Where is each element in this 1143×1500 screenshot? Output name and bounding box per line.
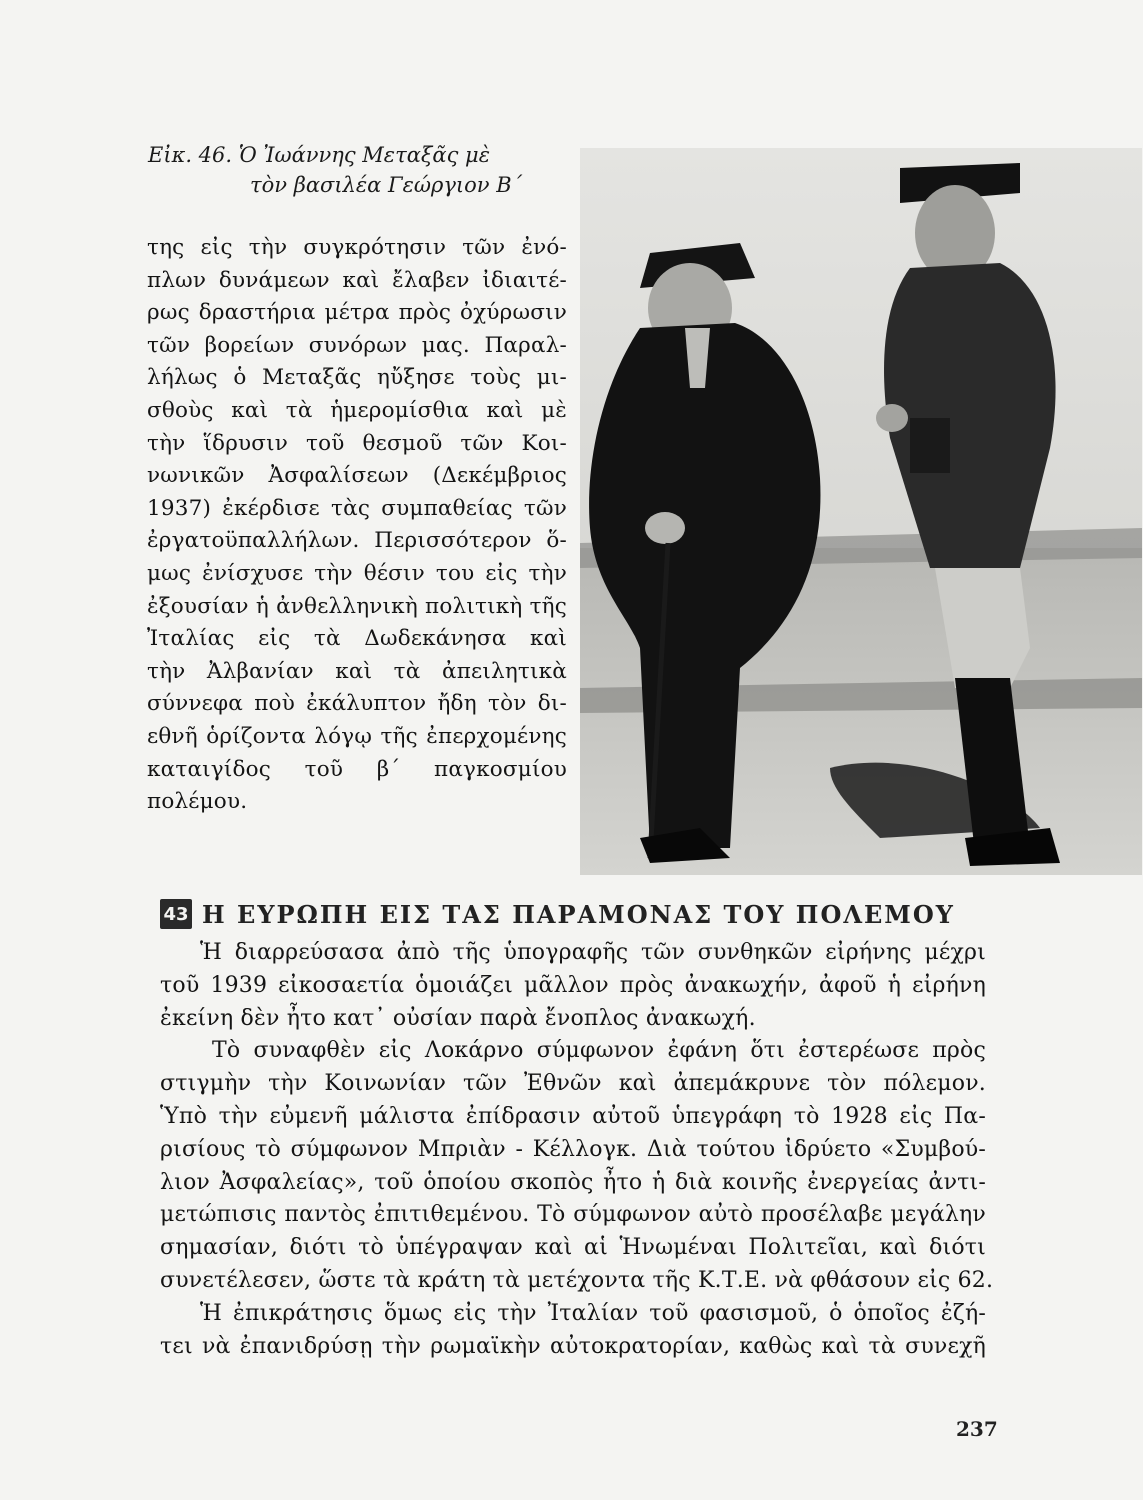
body-line: τοῦ 1939 εἰκοσαετία ὁμοιάζει μᾶλλον πρὸς ἀνακωχήν, ἀφοῦ ἡ εἰρήνη [160, 972, 986, 998]
column-text [147, 232, 567, 819]
caption-label: Εἰκ. 46. [148, 143, 233, 167]
column-line: 1937) ἐκέρδισε τὰς συμπαθείας τῶν [147, 495, 567, 521]
body-line: λιον Ἀσφαλείας», τοῦ ὁποίου σκοπὸς ἦτο ἡ διὰ κοινῆς ἐνεργείας ἀντι- [160, 1169, 986, 1195]
body-line: στιγμὴν τὴν Κοινωνίαν τῶν Ἐθνῶν καὶ ἀπεμάκρυνε τὸν πόλεμον. [160, 1071, 986, 1097]
body-line: Τὸ συναφθὲν εἰς Λοκάρνο σύμφωνον ἐφάνη ὅτι ἐστερέωσε πρὸς [212, 1038, 986, 1064]
figure-caption [148, 140, 568, 200]
body-text [160, 937, 994, 1363]
section-number-badge: 43 [160, 899, 192, 929]
body-line: Ἡ ἐπικράτησις ὅμως εἰς τὴν Ἰταλίαν τοῦ φασισμοῦ, ὁ ὁποῖος ἐζή- [200, 1300, 986, 1326]
body-line: ρισίους τὸ σύμφωνον Μπριὰν - Κέλλογκ. Διὰ τούτου ἱδρύετο «Συμβού- [160, 1136, 986, 1162]
body-line: τει νὰ ἐπανιδρύσῃ τὴν ρωμαϊκὴν αὐτοκρατορίαν, καθὼς καὶ τὰ συνεχῆ [160, 1333, 986, 1359]
caption-line-2: τὸν βασιλέα Γεώργιον Β΄ [250, 173, 523, 197]
caption-line-1: Ὁ Ἰωάννης Μεταξᾶς μὲ [238, 143, 490, 167]
column-line: ἐργατοϋπαλλήλων. Περισσότερον ὅ- [147, 528, 567, 554]
photo-illustration [580, 148, 1142, 875]
body-line: Ὑπὸ τὴν εὐμενῆ μάλιστα ἐπίδρασιν αὐτοῦ ὑπεγράφη τὸ 1928 εἰς Πα- [160, 1103, 986, 1129]
column-line: Ἰταλίας εἰς τὰ Δωδεκάνησα καὶ [147, 626, 567, 652]
body-line: Ἡ διαρρεύσασα ἀπὸ τῆς ὑπογραφῆς τῶν συνθηκῶν εἰρήνης μέχρι [200, 940, 986, 965]
column-line: τὴν ἵδρυσιν τοῦ θεσμοῦ τῶν Κοι- [147, 430, 567, 456]
historical-photo [580, 148, 1142, 875]
column-line: πλων δυνάμεων καὶ ἔλαβεν ἰδιαιτέ- [147, 267, 567, 293]
column-line: ἐξουσίαν ἡ ἀνθελληνικὴ πολιτικὴ τῆς [147, 593, 567, 619]
column-line: λήλως ὁ Μεταξᾶς ηὔξησε τοὺς μι- [147, 365, 567, 391]
body-line: ἐκείνη δὲν ἦτο κατ᾽ οὐσίαν παρὰ ἔνοπλος ἀνακωχή. [160, 1005, 756, 1031]
column-line: τὴν Ἀλβανίαν καὶ τὰ ἀπειλητικὰ [147, 658, 567, 684]
column-line: σθοὺς καὶ τὰ ἡμερομίσθια καὶ μὲ [147, 397, 567, 423]
column-line: καταιγίδος τοῦ β΄ παγκοσμίου [147, 756, 567, 782]
section-heading [160, 897, 955, 931]
column-line: της εἰς τὴν συγκρότησιν τῶν ἐνό- [147, 235, 567, 260]
body-line: συνετέλεσεν, ὥστε τὰ κράτη τὰ μετέχοντα τῆς Κ.Τ.Ε. νὰ φθάσουν εἰς 62. [160, 1267, 994, 1293]
page-number: 237 [956, 1417, 998, 1441]
column-line: νωνικῶν Ἀσφαλίσεων (Δεκέμβριος [147, 463, 567, 489]
body-line: μετώπισις παντὸς ἐπιτιθεμένου. Τὸ σύμφωνον αὐτὸ προσέλαβε μεγάλην [160, 1202, 986, 1228]
column-line: μως ἐνίσχυσε τὴν θέσιν του εἰς τὴν [147, 560, 567, 586]
column-line: πολέμου. [147, 789, 248, 815]
column-line: τῶν βορείων συνόρων μας. Παραλ- [147, 332, 567, 358]
column-line: ρως δραστήρια μέτρα πρὸς ὀχύρωσιν [147, 300, 567, 326]
column-line: σύννεφα ποὺ ἐκάλυπτον ἤδη τὸν δι- [147, 691, 567, 717]
column-line: εθνῆ ὁρίζοντα λόγῳ τῆς ἐπερχομένης [147, 723, 567, 749]
body-line: σημασίαν, διότι τὸ ὑπέγραψαν καὶ αἱ Ἡνωμέναι Πολιτεῖαι, καὶ διότι [160, 1235, 986, 1261]
section-title: Η ΕΥΡΩΠΗ ΕΙΣ ΤΑΣ ΠΑΡΑΜΟΝΑΣ ΤΟΥ ΠΟΛΕΜΟΥ [202, 899, 955, 929]
